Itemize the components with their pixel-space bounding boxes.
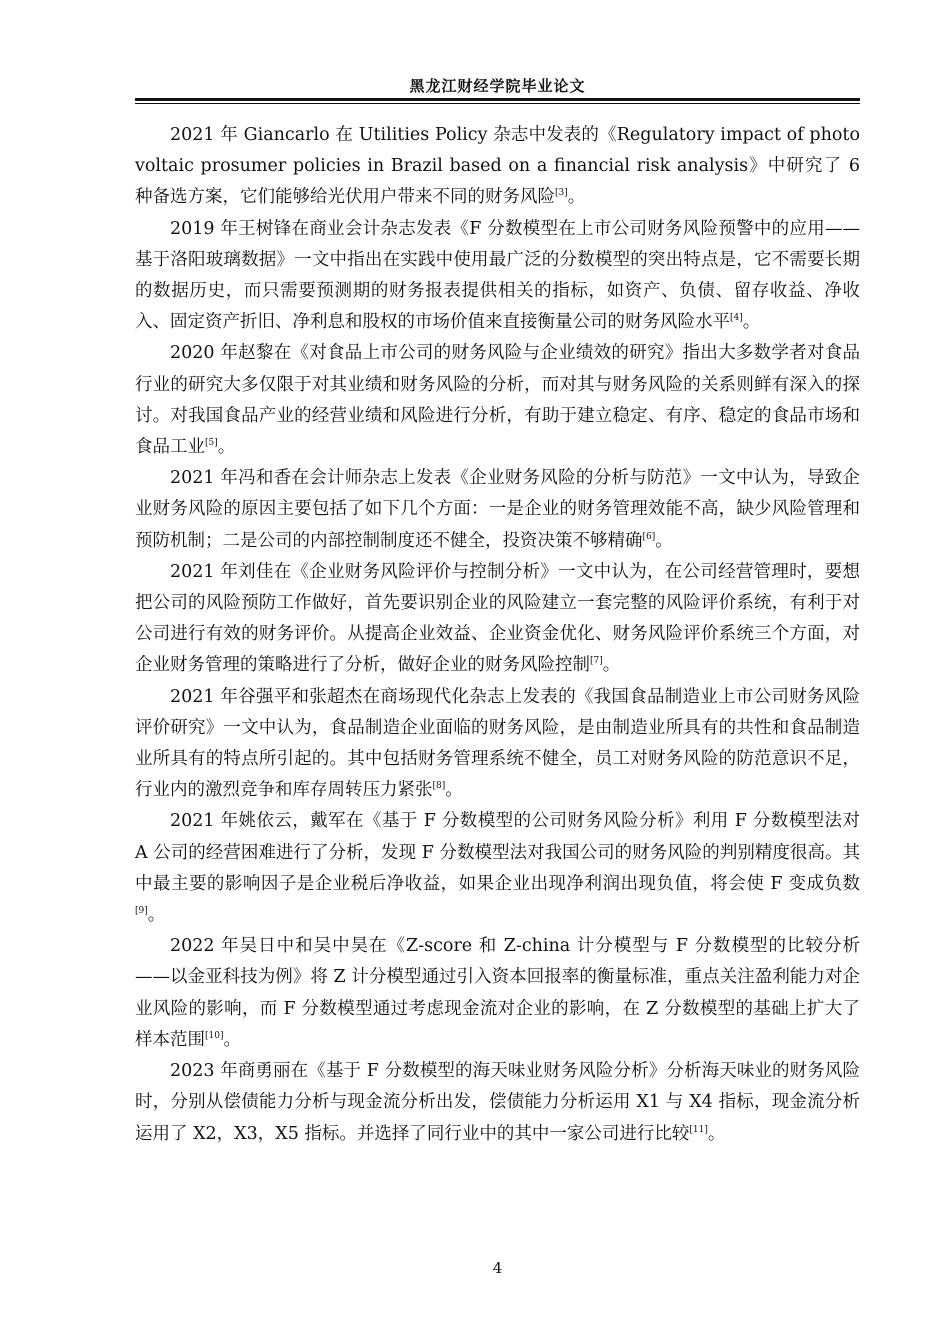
paragraph-text: 2021 年刘佳在《企业财务风险评价与控制分析》一文中认为，在公司经营管理时，要想把公司的风险预防工作做好，首先要识别企业的风险建立一套完整的风险评价系统，有利于对公司进行有效的财务评价。从提高企业效益、企业资金优化、财务风险评价系统三个方面，对企业财务管理的策略进行了分析，做好企业的财务风险控制 <box>135 561 860 676</box>
citation-ref: [4] <box>730 313 743 324</box>
page-number: 4 <box>492 1259 503 1277</box>
paragraph-text: 2019 年王树锋在商业会计杂志发表《F 分数模型在上市公司财务风险预警中的应用——基于洛阳玻璃数据》一文中指出在实践中使用最广泛的分数模型的突出特点是，它不需要长期的数据历史，而只需要预测期的财务报表提供相关的指标，如资产、负债、留存收益、净收入、固定资产折旧、净利息和股权的市场价值来直接衡量公司的财务风险水平 <box>135 218 860 333</box>
paragraph-text: 2022 年吴日中和吴中昊在《Z-score 和 Z-china 计分模型与 F 分数模型的比较分析——以金亚科技为例》将 Z 计分模型通过引入资本回报率的衡量标准，重点关注盈利能力对企业风险的影响，而 F 分数模型通过考虑现金流对企业的影响，在 Z 分数模型的基础上扩大了样本范围 <box>135 936 860 1050</box>
citation-ref: [5] <box>205 438 218 449</box>
paragraph <box>135 1056 860 1150</box>
paragraph-text: 2021 年 Giancarlo 在 Utilities Policy 杂志中发表的《Regulatory impact of photo voltaic prosumer policies in Brazil based on a financial risk analysis》中研究了 6 种备选方案，它们能够给光伏用户带来不同的财务风险 <box>135 125 860 208</box>
paragraph-text: 2021 年姚依云，戴军在《基于 F 分数模型的公司财务风险分析》利用 F 分数模型法对 A 公司的经营困难进行了分析，发现 F 分数模型法对我国公司的财务风险的判别精度很高。其中最主要的影响因子是企业税后净收益，如果企业出现净利润出现负值，将会使 F 变成负数 <box>135 811 860 894</box>
header-rule-thin <box>135 103 860 104</box>
paragraph-end: 。 <box>602 655 621 676</box>
citation-ref: [3] <box>555 188 568 199</box>
citation-ref: [10] <box>205 1031 224 1042</box>
citation-ref: [6] <box>642 531 656 542</box>
citation-ref: [11] <box>689 1124 708 1135</box>
citation-ref: [8] <box>432 781 446 792</box>
paragraph-text: 2021 年冯和香在会计师杂志上发表《企业财务风险的分析与防范》一文中认为，导致企业财务风险的原因主要包括了如下几个方面：一是企业的财务管理效能不高，缺少风险管理和预防机制；二是公司的内部控制制度还不健全，投资决策不够精确 <box>135 468 860 551</box>
paragraph-end: 。 <box>223 1029 241 1050</box>
paragraph-end: 。 <box>445 780 463 801</box>
paragraph <box>135 120 860 214</box>
paragraph-end: 。 <box>742 312 761 333</box>
paragraph <box>135 682 860 807</box>
paragraph-text: 2021 年谷强平和张超杰在商场现代化杂志上发表的《我国食品制造业上市公司财务风险评价研究》一文中认为，食品制造企业面临的财务风险，是由制造业所具有的共性和食品制造业所具有的特点所引起的。其中包括财务管理系统不健全，员工对财务风险的防范意识不足，行业内的激烈竞争和库存周转压力紧张 <box>135 686 860 801</box>
paragraph <box>135 557 860 682</box>
paragraph-end: 。 <box>147 905 166 926</box>
paragraph-text: 2023 年商勇丽在《基于 F 分数模型的海天味业财务风险分析》分析海天味业的财务风险时，分别从偿债能力分析与现金流分析出发，偿债能力分析运用 X1 与 X4 指标，现金流分析运用了 X2，X3，X5 指标。并选择了同行业中的其中一家公司进行比较 <box>135 1061 860 1144</box>
header-rule-thick <box>135 98 860 101</box>
paragraph-end: 。 <box>707 1123 726 1144</box>
paragraph <box>135 806 860 931</box>
paragraph <box>135 214 860 339</box>
page-header-title: 黑龙江财经学院毕业论文 <box>409 77 586 95</box>
paragraph-end: 。 <box>217 437 236 458</box>
paragraph-text: 2020 年赵黎在《对食品上市公司的财务风险与企业绩效的研究》指出大多数学者对食品行业的研究大多仅限于对其业绩和财务风险的分析，而对其与财务风险的关系则鲜有深入的探讨。对我国食品产业的经营业绩和风险进行分析，有助于建立稳定、有序、稳定的食品市场和食品工业 <box>135 343 860 458</box>
paragraph-end: 。 <box>655 530 673 551</box>
paragraph-end: 。 <box>567 187 586 208</box>
citation-ref: [9] <box>135 906 148 917</box>
paragraph <box>135 338 860 463</box>
paragraph <box>135 463 860 557</box>
paragraph <box>135 931 860 1056</box>
body-text <box>135 120 860 1150</box>
citation-ref: [7] <box>590 656 603 667</box>
